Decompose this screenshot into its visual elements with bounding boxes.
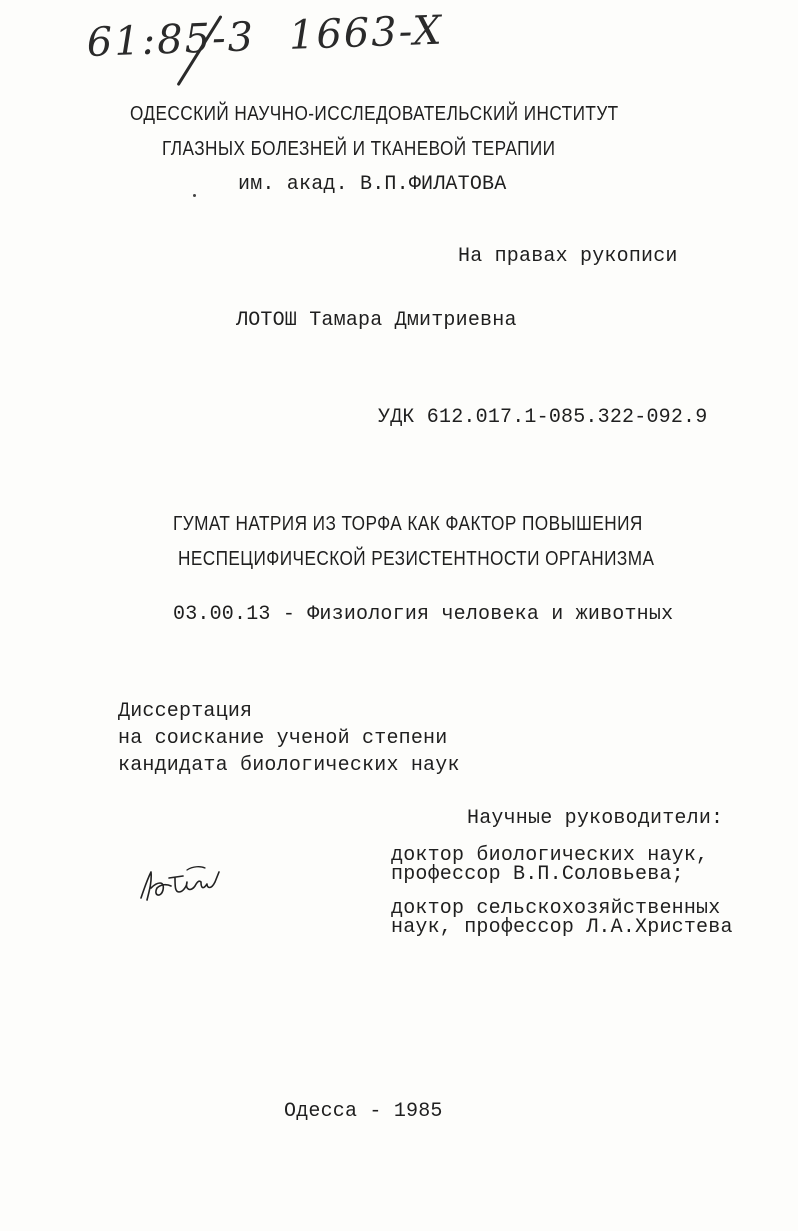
catalog-number-right: 1663-X: [288, 7, 445, 59]
dissertation-type-line-2: на соискание ученой степени: [118, 727, 448, 750]
dissertation-type-line-3: кандидата биологических наук: [118, 754, 460, 777]
manuscript-rights-note: На правах рукописи: [458, 245, 678, 268]
place-and-year: Одесса - 1985: [284, 1100, 443, 1123]
speck: [193, 194, 196, 197]
supervisor-2-name: наук, профессор Л.А.Христева: [391, 916, 733, 939]
dissertation-title-line-1: ГУМАТ НАТРИЯ ИЗ ТОРФА КАК ФАКТОР ПОВЫШЕНИЯ: [173, 513, 643, 535]
catalog-number-left: 61:85-3: [86, 14, 256, 66]
supervisor-1-name: профессор В.П.Соловьева;: [391, 863, 684, 886]
institute-name-line-2: ГЛАЗНЫХ БОЛЕЗНЕЙ И ТКАНЕВОЙ ТЕРАПИИ: [162, 138, 556, 160]
supervisor-2-degree: доктор сельскохозяйственных: [391, 897, 721, 920]
supervisors-heading: Научные руководители:: [467, 807, 724, 830]
institute-name-line-1: ОДЕССКИЙ НАУЧНО-ИССЛЕДОВАТЕЛЬСКИЙ ИНСТИТУТ: [130, 103, 619, 125]
handwritten-catalog-number: [86, 8, 444, 66]
supervisor-1-degree: доктор биологических наук,: [391, 844, 709, 867]
specialty-code: 03.00.13 - Физиология человека и животных: [173, 603, 674, 626]
dissertation-type-line-1: Диссертация: [118, 700, 253, 723]
udk-code: УДК 612.017.1-085.322-092.9: [378, 406, 708, 429]
dissertation-title-line-2: НЕСПЕЦИФИЧЕСКОЙ РЕЗИСТЕНТНОСТИ ОРГАНИЗМА: [178, 548, 655, 570]
author-name: ЛОТОШ Тамара Дмитриевна: [236, 309, 517, 332]
author-signature: [135, 858, 235, 908]
institute-name-line-3: им. акад. В.П.ФИЛАТОВА: [238, 173, 507, 196]
